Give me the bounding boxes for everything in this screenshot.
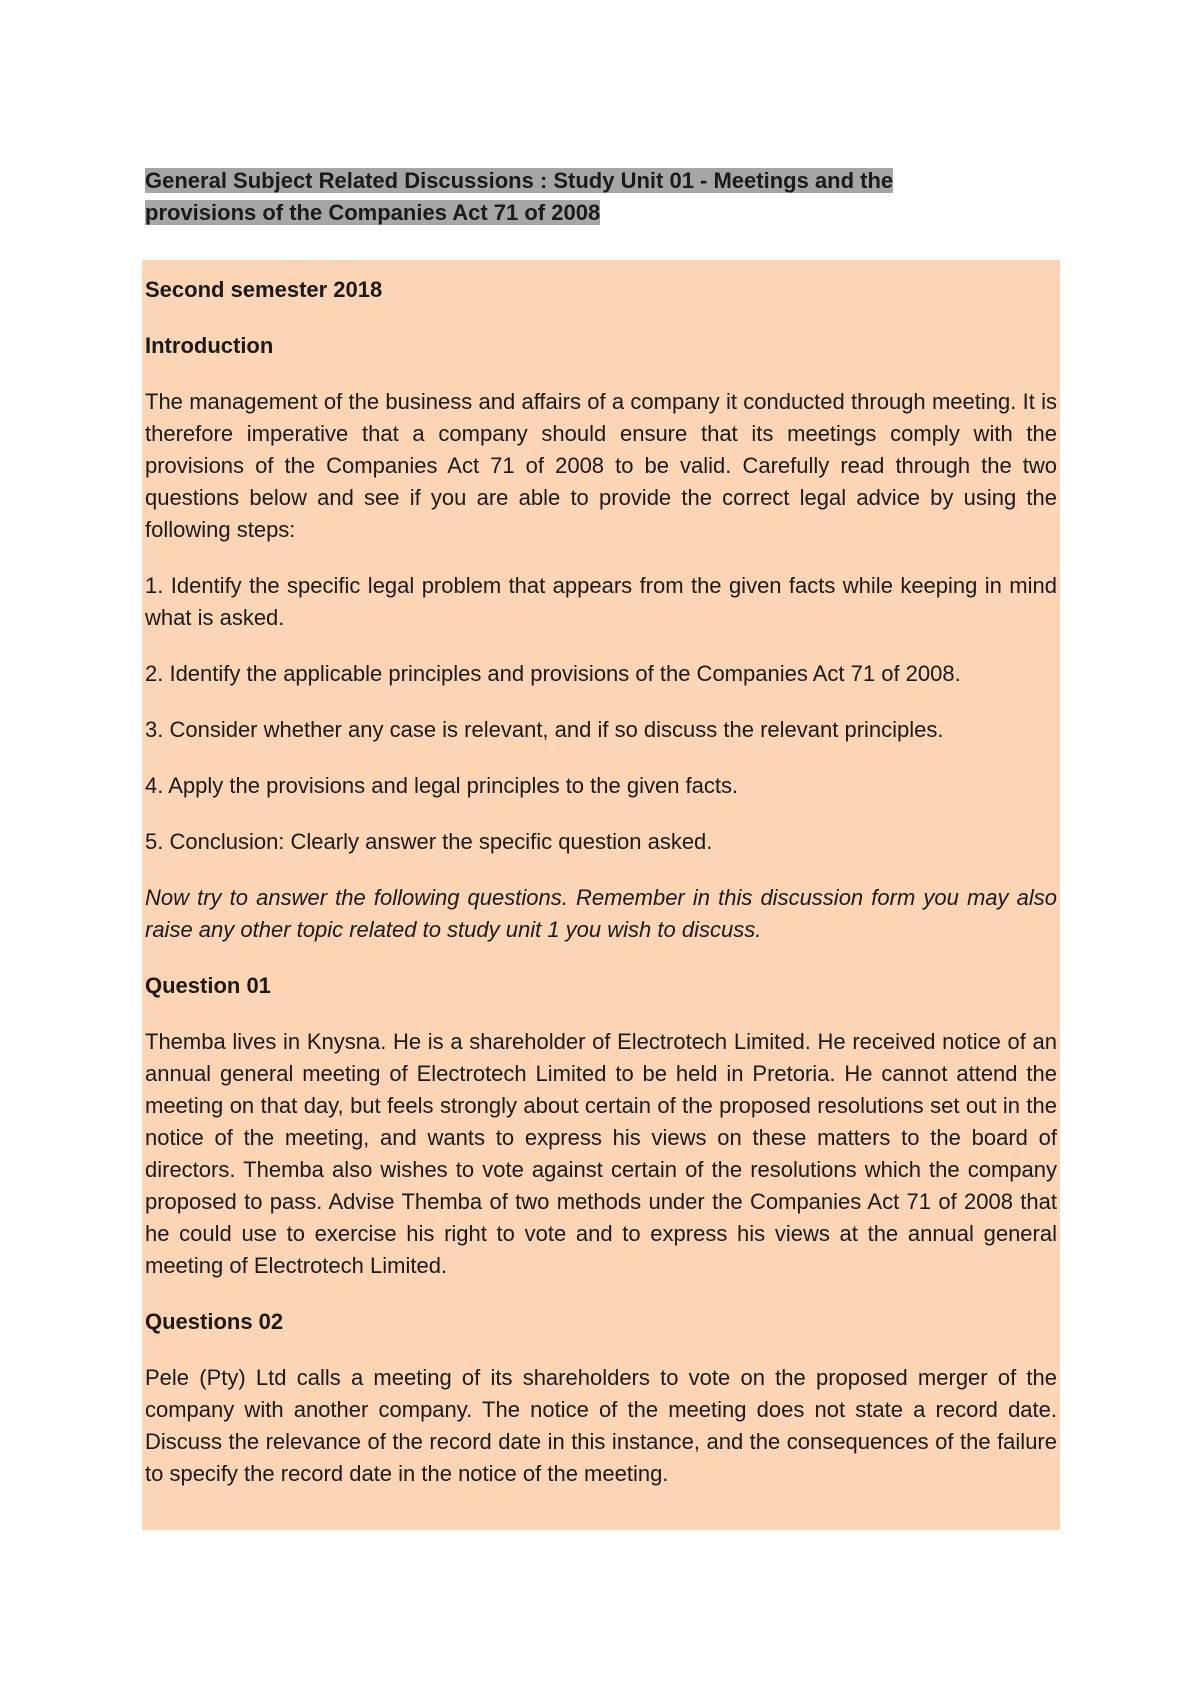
question-1-text: Themba lives in Knysna. He is a shareholder of Electrotech Limited. He received notice of an annual general meeting of Electrotech Limited to be held in Pretoria. He cannot attend the meeting on that day, but feels strongly about certain of the proposed resolutions set out in the notice of the meeting, and wants to express his views on these matters to the board of directors. Themba also wishes to vote against certain of the resolutions which the company proposed to pass. Advise Themba of two methods under the Companies Act 71 of 2008 that he could use to exercise his right to vote and to express his views at the annual general meeting of Electrotech Limited. xyxy=(145,1029,1057,1278)
document-body xyxy=(145,260,1057,1490)
instruction-text: Now try to answer the following questions. Remember in this discussion form you may also raise any other topic related to study unit 1 you wish to discuss. xyxy=(145,885,1057,942)
step-item: 1. Identify the specific legal problem that appears from the given facts while keeping in mind what is asked. xyxy=(145,573,1057,630)
step-item: 5. Conclusion: Clearly answer the specific question asked. xyxy=(145,829,713,854)
step-item: 2. Identify the applicable principles and provisions of the Companies Act 71 of 2008. xyxy=(145,661,961,686)
page-title xyxy=(145,165,985,229)
title-highlight: General Subject Related Discussions : Study Unit 01 - Meetings and the provisions of the Companies Act 71 of 2008 xyxy=(145,168,894,225)
question-2-text: Pele (Pty) Ltd calls a meeting of its shareholders to vote on the proposed merger of the company with another company. The notice of the meeting does not state a record date. Discuss the relevance of the record date in this instance, and the consequences of the failure to specify the record date in the notice of the meeting. xyxy=(145,1365,1057,1486)
question-2-heading: Questions 02 xyxy=(145,1309,284,1334)
introduction-text: The management of the business and affairs of a company it conducted through meeting. It is therefore imperative that a company should ensure that its meetings comply with the provisions of the Companies Act 71 of 2008 to be valid. Carefully read through the two questions below and see if you are able to provide the correct legal advice by using the following steps: xyxy=(145,389,1057,542)
step-item: 4. Apply the provisions and legal principles to the given facts. xyxy=(145,773,739,798)
question-1-heading: Question 01 xyxy=(145,973,271,998)
step-item: 3. Consider whether any case is relevant, and if so discuss the relevant principles. xyxy=(145,717,944,742)
semester-label: Second semester 2018 xyxy=(145,277,383,302)
introduction-heading: Introduction xyxy=(145,333,274,358)
